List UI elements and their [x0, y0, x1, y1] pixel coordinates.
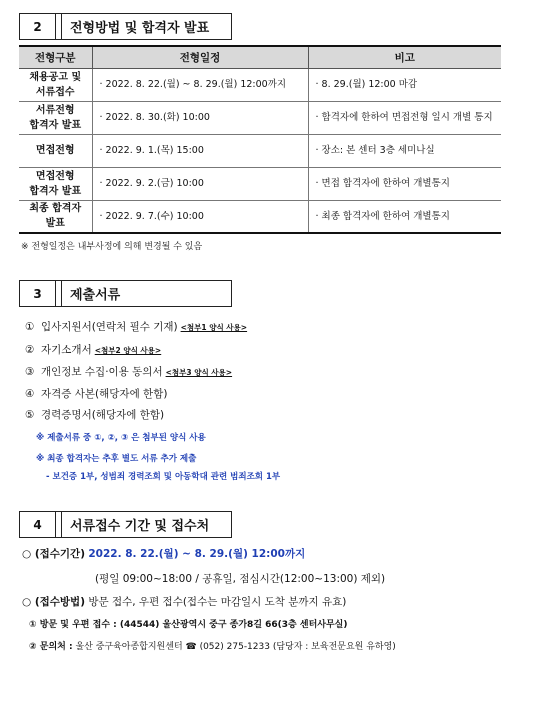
submission-address: ① 방문 및 우편 접수 : (44544) 울산광역시 중구 종가8길 66(3층 센터사무실) [29, 620, 348, 630]
stage-cell: 채용공고 및 서류접수 [19, 68, 92, 101]
remark-cell: · 8. 29.(월) 12:00 마감 [308, 68, 501, 101]
submission-period-detail: (평일 09:00~18:00 / 공휴일, 점심시간(12:00~13:00) 제외) [95, 573, 386, 585]
date-cell: · 2022. 9. 7.(수) 10:00 [92, 200, 308, 233]
section-title: 제출서류 [70, 288, 121, 303]
remark-cell: · 합격자에 한하여 면접전형 일시 개별 통지 [308, 101, 501, 134]
document-item: ② 자기소개서 <첨부2 양식 사용> [25, 344, 162, 356]
submission-period: ○ (접수기간) 2022. 8. 22.(월) ~ 8. 29.(월) 12:00까지 [22, 548, 306, 560]
document-item: ③ 개인정보 수집·이용 동의서 <첨부3 양식 사용> [25, 366, 233, 378]
date-cell: · 2022. 9. 2.(금) 10:00 [92, 167, 308, 200]
document-note: ※ 최종 합격자는 추후 별도 서류 추가 제출 [36, 454, 197, 464]
document-item: ④ 자격증 사본(해당자에 한함) [25, 388, 168, 400]
remark-cell: · 면접 합격자에 한하여 개별통지 [308, 167, 501, 200]
header-schedule: 전형일정 [92, 46, 308, 68]
section-number: 2 [20, 14, 56, 39]
stage-cell: 서류전형 합격자 발표 [19, 101, 92, 134]
contact-info: ② 문의처 : 울산 중구육아종합지원센터 ☎ (052) 275-1233 (담당자 : 보육전문요원 유하영) [29, 642, 396, 652]
remark-cell: · 최종 합격자에 한하여 개별통지 [308, 200, 501, 233]
attachment-note: <첨부2 양식 사용> [94, 346, 162, 355]
document-note: - 보건증 1부, 성범죄 경력조회 및 아동학대 관련 범죄조회 1부 [46, 472, 281, 482]
schedule-footnote: ※ 전형일정은 내부사정에 의해 변경될 수 있음 [21, 242, 203, 252]
section-4-header [19, 511, 232, 538]
date-cell: · 2022. 9. 1.(목) 15:00 [92, 134, 308, 167]
table-row [19, 134, 501, 167]
table-row [19, 167, 501, 200]
table-row [19, 68, 501, 101]
document-item: ① 입사지원서(연락처 필수 기재) <첨부1 양식 사용> [25, 321, 248, 333]
section-3-header [19, 280, 232, 307]
stage-cell: 면접전형 [19, 134, 92, 167]
document-item: ⑤ 경력증명서(해당자에 한함) [25, 409, 165, 421]
date-cell: · 2022. 8. 30.(화) 10:00 [92, 101, 308, 134]
header-stage: 전형구분 [19, 46, 92, 68]
section-title: 전형방법 및 합격자 발표 [70, 21, 210, 36]
section-2-header [19, 13, 232, 40]
section-number: 4 [20, 512, 56, 537]
attachment-note: <첨부3 양식 사용> [165, 368, 233, 377]
document-note: ※ 제출서류 중 ①, ②, ③ 은 첨부된 양식 사용 [36, 433, 206, 443]
schedule-table [19, 45, 501, 234]
stage-cell: 최종 합격자 발표 [19, 200, 92, 233]
attachment-note: <첨부1 양식 사용> [180, 323, 248, 332]
remark-cell: · 장소: 본 센터 3층 세미나실 [308, 134, 501, 167]
header-remark: 비고 [308, 46, 501, 68]
table-header-row [19, 46, 501, 68]
date-cell: · 2022. 8. 22.(월) ~ 8. 29.(월) 12:00까지 [92, 68, 308, 101]
table-row [19, 200, 501, 233]
submission-method: ○ (접수방법) 방문 접수, 우편 접수(접수는 마감일시 도착 분까지 유효) [22, 596, 347, 608]
section-title: 서류접수 기간 및 접수처 [70, 519, 210, 534]
section-number: 3 [20, 281, 56, 306]
stage-cell: 면접전형 합격자 발표 [19, 167, 92, 200]
table-row [19, 101, 501, 134]
